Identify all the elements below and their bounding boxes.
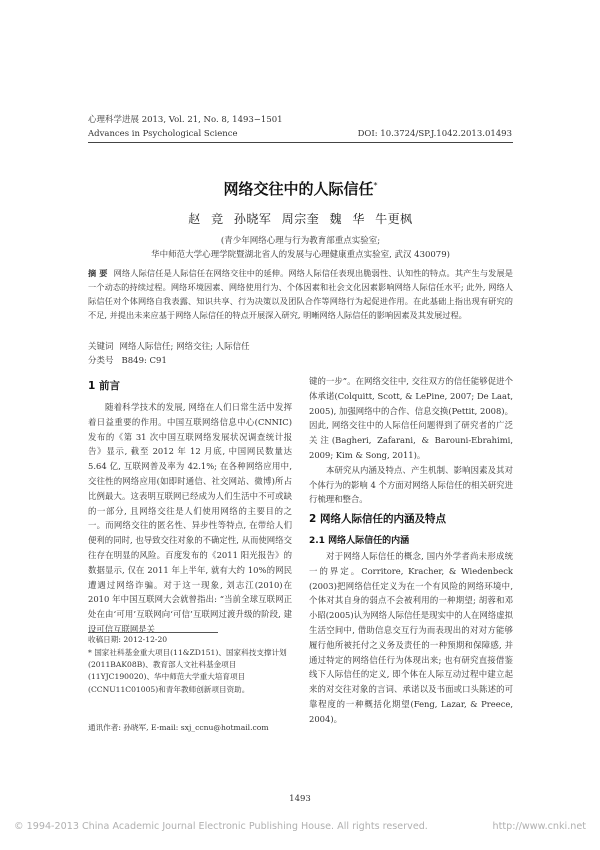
section-1-paragraph-1-continued: 键的一步”。在网络交往中, 交往双方的信任能够促进个体承诺(Colquitt, Scott, & LePine, 2007; De Laat, 2005), 加强网络中的合作、信息交换(Pettit, 2008)。因此, 网络交往中的人际信任问题得到了研究者的广泛关注(Bagheri, Zafarani, & Barouni-Ebrahimi, 2009; Kim & Song, 2011)。 (309, 376, 513, 460)
paper-title (88, 178, 513, 199)
section-1-paragraph-2: 本研究从内涵及特点、产生机制、影响因素及其对个体行为的影响 4 个方面对网络人际信任的相关研究进行梳理和整合。 (309, 464, 513, 505)
journal-name-cn: 心理科学进展 2013, Vol. 21, No. 8, 1493−1501 (88, 115, 283, 125)
section-2-1-paragraph: 对于网络人际信任的概念, 国内外学者尚未形成统一的界定。Corritore, Kracher, & Wiedenbeck (2003)把网络信任定义为在一个有风险的网络环境中, 个体对其自身的弱点不会被利用的一种期望; 胡蓉和邓小昭(2005)认为网络人际信任是现实中的人在网络虚拟生活空间中, 借助信息交互行为而表现出的对对方能够履行他所被托付之义务及责任的一种预期和保障感, 并通过特定的网络信任行为体现出来; 也有研究直接借鉴线下人际信任的定义, 即个体在人际互动过程中建立起来的对交往对象的言词、承诺以及书面或口头陈述的可靠程度的一种概括化期望(Feng, Lazar, & Preece, 2004)。 (309, 551, 513, 724)
section-1-heading: 1 前言 (88, 380, 120, 392)
section-2-heading: 2 网络人际信任的内涵及特点 (309, 513, 446, 525)
keywords-text: 网络人际信任; 网络交往; 人际信任 (119, 342, 250, 352)
classification (88, 354, 167, 366)
section-2-1-body (309, 549, 513, 727)
cnki-link[interactable]: http://www.cnki.net (492, 821, 586, 832)
footnote-fund: * 国家社科基金重大项目(11&ZD151)、国家科技支撑计划(2011BAK08B)、教育部人文社科基金项目(11YJC190020)、华中师范大学重大培育项目(CCNU11C01005)和青年教师创新项目资助。 (88, 648, 287, 694)
keywords (88, 340, 250, 352)
classification-text: B849: C91 (121, 356, 167, 366)
abstract-text: 网络人际信任是人际信任在网络交往中的延伸。网络人际信任表现出脆弱性、认知性的特点。其产生与发展是一个动态的持续过程。网络环境因素、网络使用行为、个体因素和社会文化因素影响网络人际信任水平; 此外, 网络人际信任对个体网络自我表露、知识共享、行为决策以及团队合作等网络行为起促进作用。在此基础上指出现有研究的不足, 并提出未来应基于网络人际信任的特点开展深入研究, 明晰网络人际信任的影响因素及其发展过程。 (88, 268, 513, 320)
footnote-received: 收稿日期: 2012-12-20 (88, 635, 168, 644)
section-1-left-column (88, 400, 292, 637)
affiliation-line-2: 华中师范大学心理学院暨湖北省人的发展与心理健康重点实验室, 武汉 430079) (151, 250, 450, 260)
copyright-footer (14, 821, 586, 832)
footnote-rule (88, 632, 218, 633)
section-2-1-heading: 2.1 网络人际信任的内涵 (309, 536, 410, 546)
copyright-notice: © 1994-2013 China Academic Journal Electronic Publishing House. All rights reserved. (14, 821, 428, 832)
journal-name-en: Advances in Psychological Science (88, 129, 238, 139)
page-number: 1493 (289, 794, 311, 804)
abstract-label: 摘 要 (88, 268, 108, 278)
classification-label: 分类号 (88, 356, 114, 366)
keywords-label: 关键词 (88, 342, 114, 352)
doi: DOI: 10.3724/SP.J.1042.2013.01493 (357, 129, 512, 139)
footnote-contact: 通讯作者: 孙晓军, E-mail: sxj_ccnu@hotmail.com (88, 723, 269, 732)
section-1-paragraph-1: 随着科学技术的发展, 网络在人们日常生活中发挥着日益重要的作用。中国互联网络信息中心(CNNIC)发布的《第 31 次中国互联网络发展状况调查统计报告》显示, 截至 2012 年 12 月底, 中国网民数量达 5.64 亿, 互联网普及率为 42.1%; 在各种网络应用中, 交往性的网络应用(如即时通信、社交网站、微博)所占比例最大。这表明互联网已经成为人们生活中不可或缺的一部分, 且网络交往是人们使用网络的主要目的之一。而网络交往的匿名性、异步性等特点, 在带给人们便利的同时, 也导致交往对象的不确定性, 从而使网络交往存在明显的风险。百度发布的《2011 阳光报告》的数据显示, 仅在 2011 年上半年, 就有大约 10%的网民遭遇过网络诈骗。对于这一现象, 刘志江(2010)在 2010 年中国互联网大会就曾指出: “当前全球互联网正处在由‘可用’互联网向‘可信’互联网过渡升级的阶段, 建设可信互联网是关 (88, 402, 292, 634)
right-column-top (309, 374, 513, 507)
abstract (88, 266, 513, 322)
title-footnote-mark: * (373, 181, 378, 190)
header-rule (88, 142, 513, 143)
affiliation-line-1: (青少年网络心理与行为教育部重点实验室; (220, 236, 381, 246)
paper-title-text: 网络交往中的人际信任 (223, 180, 374, 198)
authors: 赵 竞 孙晓军 周宗奎 魏 华 牛更枫 (188, 212, 413, 226)
